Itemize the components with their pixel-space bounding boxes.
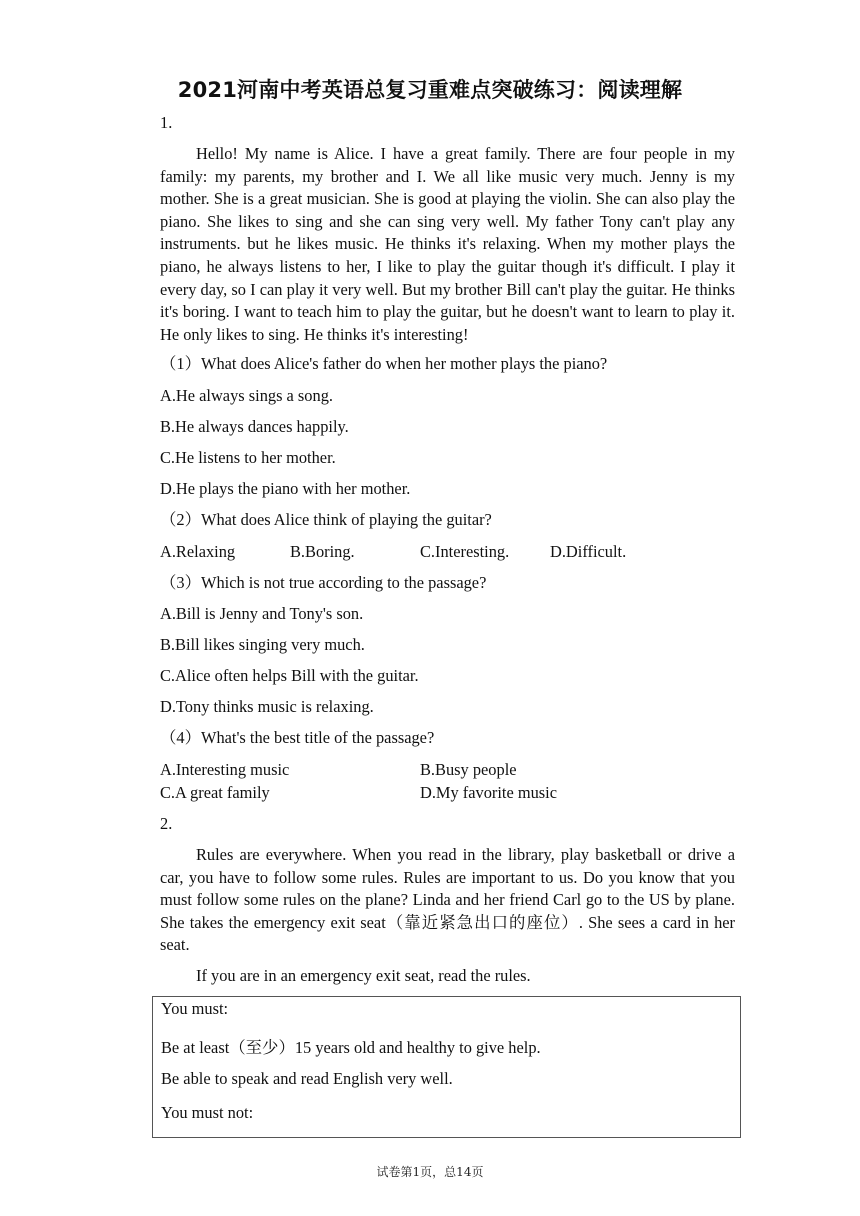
question-3-stem: （3）Which is not true according to the passage? (160, 573, 487, 592)
rule-line-1: You must: (161, 999, 229, 1018)
question-2-option-a: A.Relaxing (160, 542, 236, 561)
question-4-option-c: C.A great family (160, 783, 270, 802)
question-3-option-c: C.Alice often helps Bill with the guitar. (160, 666, 419, 685)
question-3-option-a: A.Bill is Jenny and Tony's son. (160, 604, 364, 623)
question-4-option-b: B.Busy people (420, 760, 517, 779)
passage-2-intro: If you are in an emergency exit seat, read the rules. (196, 966, 531, 985)
question-1-option-a: A.He always sings a song. (160, 386, 333, 405)
passage-2-text: Rules are everywhere. When you read in the library, play basketball or drive a car, you have to follow some rules. Rules are important to us. Do you know that you must follow some rules on the plane? Linda and her friend Carl go to the US by plane. She takes the emergency exit seat（靠近紧急出口的座位）. She sees a card in her seat. (160, 845, 735, 955)
rule-line-4: You must not: (161, 1103, 254, 1122)
page-title: 2021河南中考英语总复习重难点突破练习：阅读理解 (177, 78, 683, 102)
question-3-option-d: D.Tony thinks music is relaxing. (160, 697, 374, 716)
question-4-stem: （4）What's the best title of the passage? (160, 728, 435, 747)
question-4-option-d: D.My favorite music (420, 783, 558, 802)
question-1-option-d: D.He plays the piano with her mother. (160, 479, 411, 498)
rules-card (152, 996, 741, 1138)
question-number-2: 2. (160, 814, 173, 833)
question-1-stem: （1）What does Alice's father do when her mother plays the piano? (160, 354, 608, 373)
passage-1-text: Hello! My name is Alice. I have a great family. There are four people in my family: my parents, my brother and I. We all like music very much. Jenny is my mother. She is a great musician. She is good at playing the violin. She can also play the piano. She likes to sing and she can sing very well. My father Tony can't play any instruments. but he likes music. He thinks it's relaxing. When my mother plays the piano, he always listens to her, I like to play the guitar though it's difficult. I play it every day, so I can play it very well. But my brother Bill can't play the guitar. He thinks it's boring. I want to teach him to play the guitar, but he doesn't want to learn to play it. He only likes to sing. He thinks it's interesting! (160, 144, 735, 344)
question-number-1: 1. (160, 113, 173, 132)
page-footer: 试卷第1页，总14页 (376, 1165, 484, 1179)
rule-line-3: Be able to speak and read English very well. (161, 1069, 453, 1088)
question-1-option-c: C.He listens to her mother. (160, 448, 336, 467)
question-2-stem: （2）What does Alice think of playing the guitar? (160, 510, 492, 529)
rule-line-2: Be at least（至少）15 years old and healthy to give help. (161, 1038, 541, 1057)
question-2-option-c: C.Interesting. (420, 542, 510, 561)
question-3-option-b: B.Bill likes singing very much. (160, 635, 365, 654)
question-2-option-b: B.Boring. (290, 542, 355, 561)
question-2-option-d: D.Difficult. (550, 542, 627, 561)
question-4-option-a: A.Interesting music (160, 760, 290, 779)
question-1-option-b: B.He always dances happily. (160, 417, 349, 436)
